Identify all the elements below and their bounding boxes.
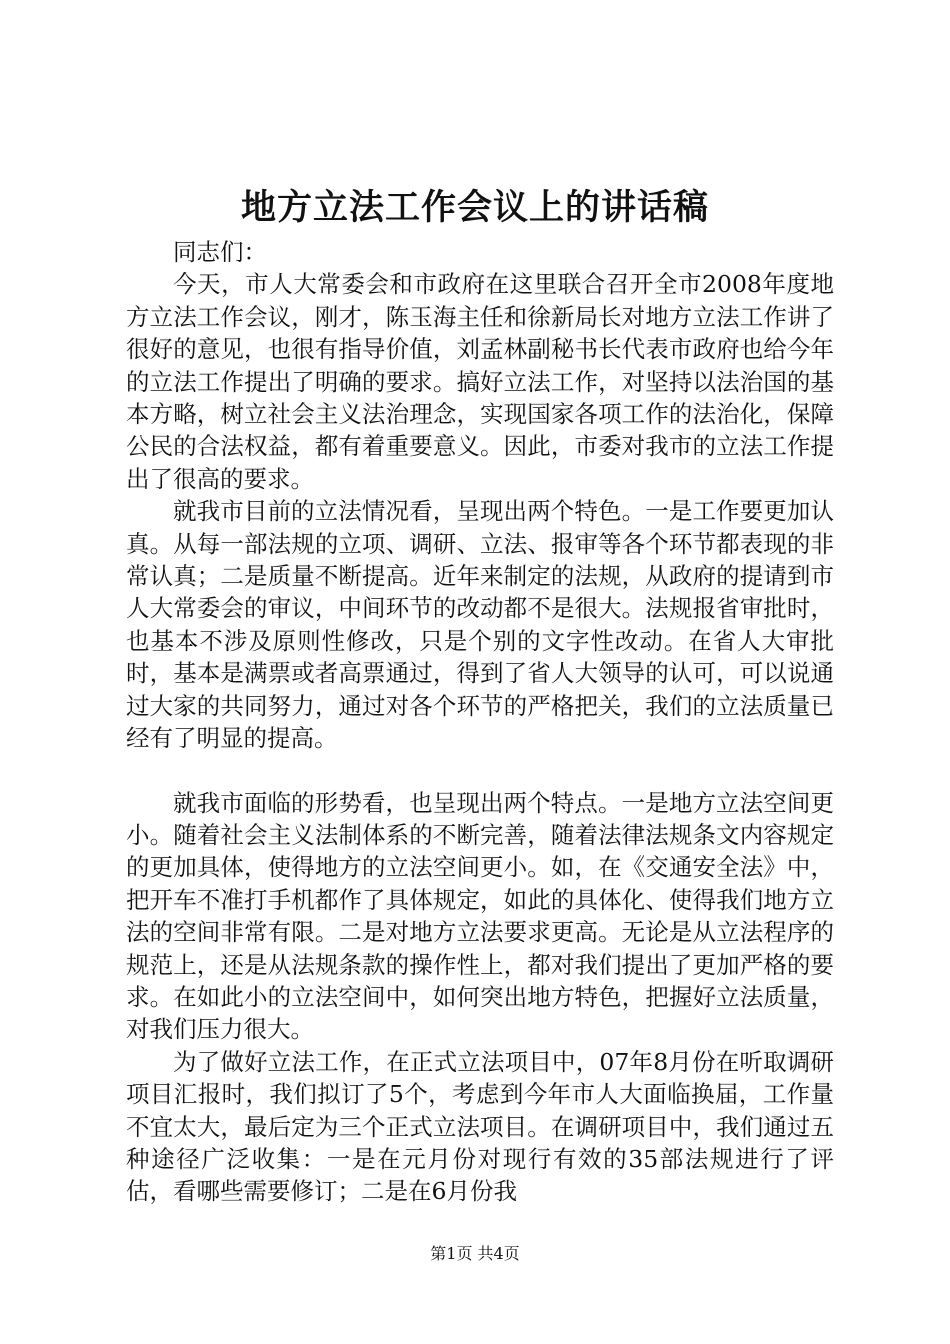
document-title: 地方立法工作会议上的讲话稿 xyxy=(240,187,709,228)
paragraph-3: 就我市面临的形势看，也呈现出两个特点。一是地方立法空间更小。随着社会主义法制体系的不断完善，随着法律法规条文内容规定的更加具体，使得地方的立法空间更小。如，在《交通安全法》中，把开车不准打手机都作了具体规定，如此的具体化、使得我们地方立法的空间非常有限。二是对地方立法要求更高。无论是从立法程序的规范上，还是从法规条款的操作性上，都对我们提出了更加严格的要求。在如此小的立法空间中，如何突出地方特色，把握好立法质量，对我们压力很大。 xyxy=(126,788,834,1044)
page-number-footer: 第1页 共4页 xyxy=(430,1244,520,1263)
document-body xyxy=(126,236,834,1208)
paragraph-4: 为了做好立法工作，在正式立法项目中，07年8月份在听取调研项目汇报时，我们拟订了5个，考虑到今年市人大面临换届，工作量不宜太大，最后定为三个正式立法项目。在调研项目中，我们通过五种途径广泛收集：一是在元月份对现行有效的35部法规进行了评估，看哪些需要修订；二是在6月份我 xyxy=(126,1047,834,1206)
salutation: 同志们： xyxy=(173,238,267,266)
paragraph-2: 就我市目前的立法情况看，呈现出两个特色。一是工作要更加认真。从每一部法规的立项、调研、立法、报审等各个环节都表现的非常认真；二是质量不断提高。近年来制定的法规，从政府的提请到市人大常委会的审议，中间环节的改动都不是很大。法规报省审批时，也基本不涉及原则性修改，只是个别的文字性改动。在省人大审批时，基本是满票或者高票通过，得到了省人大领导的认可，可以说通过大家的共同努力，通过对各个环节的严格把关，我们的立法质量已经有了明显的提高。 xyxy=(126,497,834,753)
paragraph-1: 今天，市人大常委会和市政府在这里联合召开全市2008年度地方立法工作会议，刚才，陈玉海主任和徐新局长对地方立法工作讲了很好的意见，也很有指导价值，刘孟林副秘书长代表市政府也给今年的立法工作提出了明确的要求。搞好立法工作，对坚持以法治国的基本方略，树立社会主义法治理念，实现国家各项工作的法治化，保障公民的合法权益，都有着重要意义。因此，市委对我市的立法工作提出了很高的要求。 xyxy=(126,270,834,493)
